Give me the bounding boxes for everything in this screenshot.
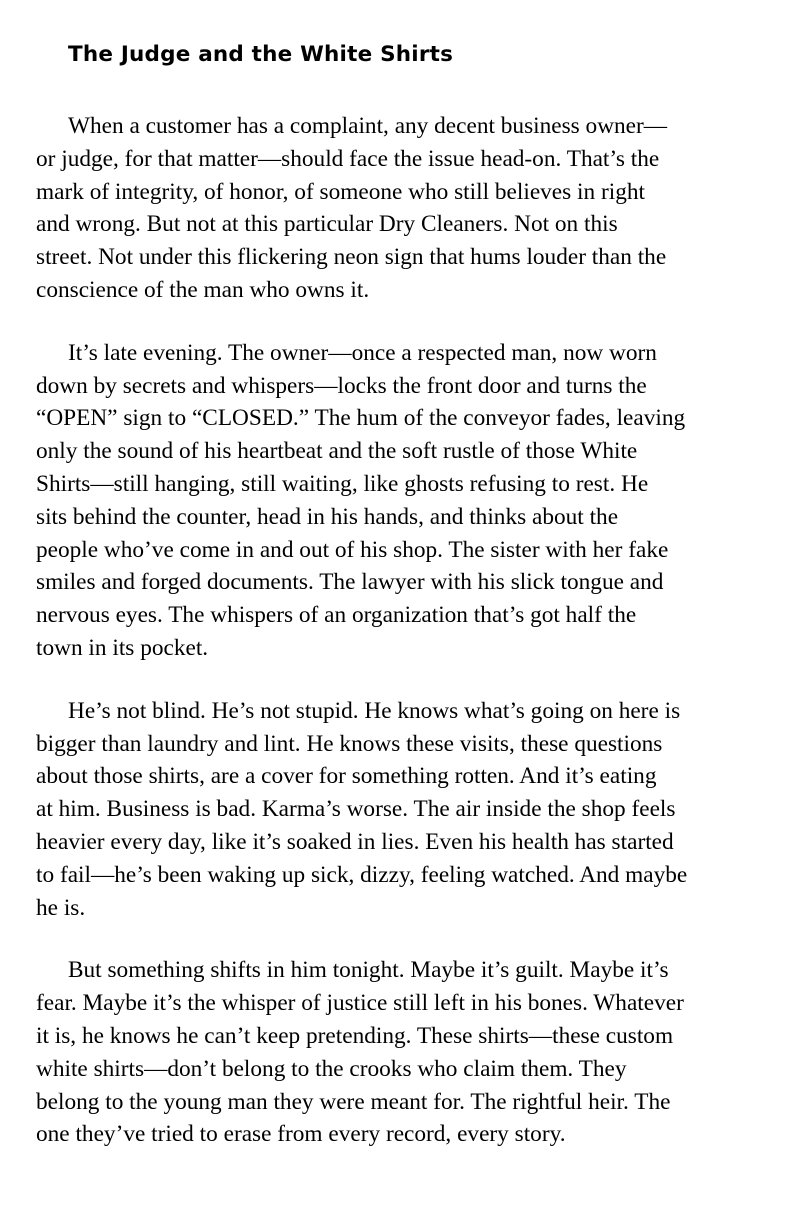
text-line: heavier every day, like it’s soaked in lies. Even his health has started (36, 828, 674, 855)
text-line: he is. (36, 894, 86, 921)
text-line: only the sound of his heartbeat and the soft rustle of those White (36, 438, 638, 465)
text-line: bigger than laundry and lint. He knows these visits, these questions (36, 730, 663, 757)
text-line: one they’ve tried to erase from every record, every story. (36, 1121, 566, 1148)
text-line: But something shifts in him tonight. Maybe it’s guilt. Maybe it’s (68, 957, 669, 984)
text-line: or judge, for that matter—should face the issue head-on. That’s the (36, 145, 660, 172)
text-line: to fail—he’s been waking up sick, dizzy, feeling watched. And maybe (36, 861, 688, 888)
text-line: and wrong. But not at this particular Dry Cleaners. Not on this (36, 211, 618, 238)
paragraph-3 (36, 695, 760, 925)
text-line: street. Not under this flickering neon sign that hums louder than the (36, 244, 667, 271)
text-line: fear. Maybe it’s the whisper of justice still left in his bones. Whatever (36, 990, 684, 1017)
text-line: mark of integrity, of honor, of someone who still believes in right (36, 178, 645, 205)
text-line: white shirts—don’t belong to the crooks who claim them. They (36, 1055, 627, 1082)
text-line: When a customer has a complaint, any decent business owner— (68, 113, 668, 139)
text-line: conscience of the man who owns it. (36, 276, 370, 303)
document-page (36, 36, 760, 1151)
text-line: it is, he knows he can’t keep pretending. These shirts—these custom (36, 1022, 674, 1049)
text-line: town in its pocket. (36, 634, 209, 661)
chapter-title: The Judge and the White Shirts (68, 42, 454, 67)
text-line: He’s not blind. He’s not stupid. He knows what’s going on here is (68, 697, 681, 724)
text-line: belong to the young man they were meant for. The rightful heir. The (36, 1088, 671, 1115)
paragraph-1 (36, 110, 760, 307)
text-line: sits behind the counter, head in his hands, and thinks about the (36, 503, 619, 530)
text-line: Shirts—still hanging, still waiting, like ghosts refusing to rest. He (36, 470, 649, 497)
text-line: smiles and forged documents. The lawyer with his slick tongue and (36, 569, 664, 596)
body-text (36, 110, 760, 1151)
paragraph-2 (36, 337, 760, 665)
text-line: people who’ve come in and out of his shop. The sister with her fake (36, 536, 669, 563)
text-line: nervous eyes. The whispers of an organization that’s got half the (36, 602, 637, 629)
text-line: at him. Business is bad. Karma’s worse. The air inside the shop feels (36, 796, 676, 823)
text-line: about those shirts, are a cover for something rotten. And it’s eating (36, 763, 657, 790)
text-line: “OPEN” sign to “CLOSED.” The hum of the conveyor fades, leaving (36, 405, 686, 432)
paragraph-4 (36, 954, 760, 1151)
text-line: down by secrets and whispers—locks the front door and turns the (36, 372, 647, 399)
text-line: It’s late evening. The owner—once a respected man, now worn (68, 339, 657, 366)
